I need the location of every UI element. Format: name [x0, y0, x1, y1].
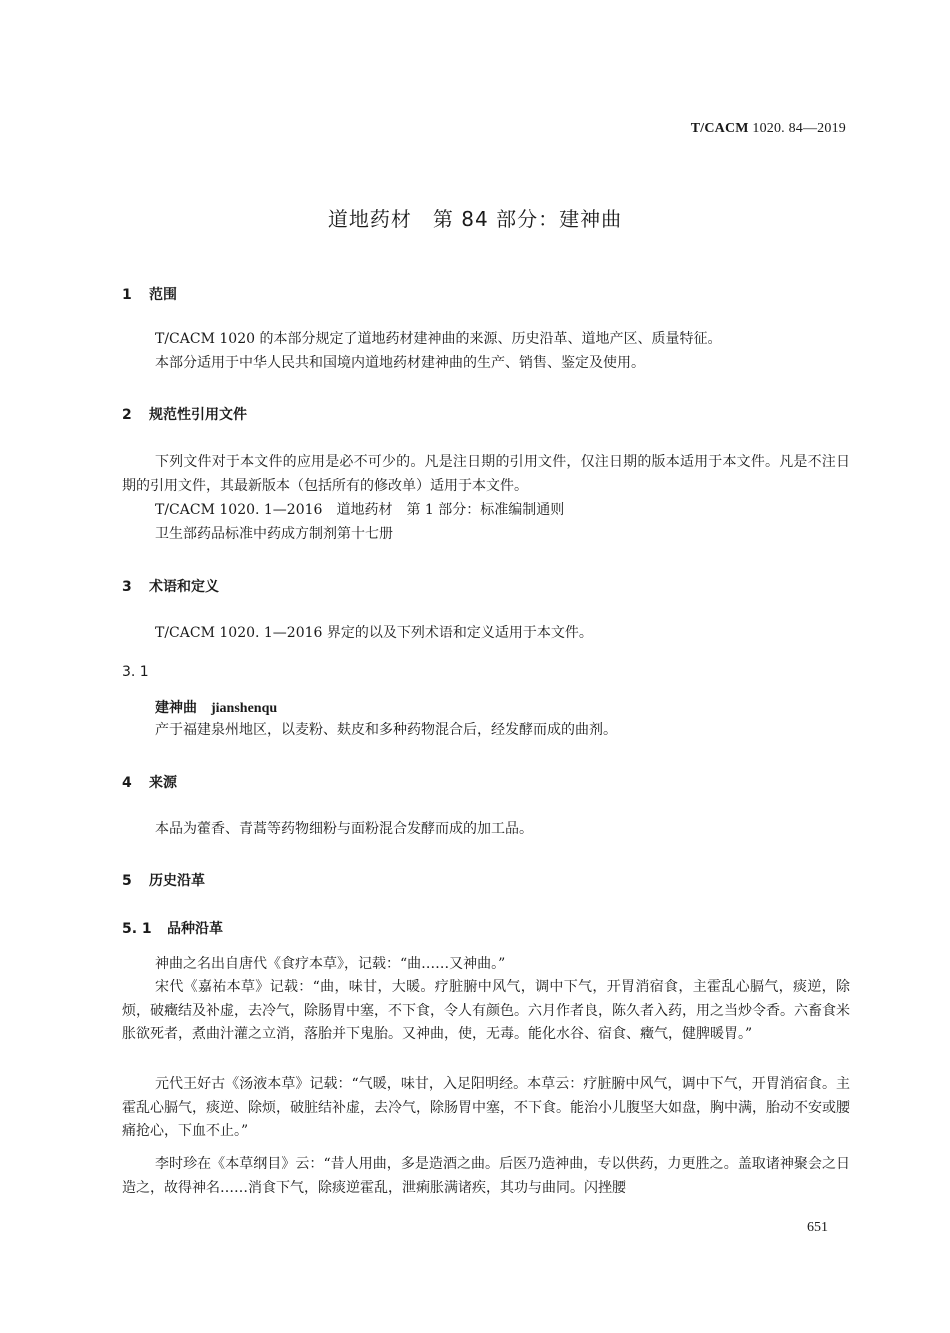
document-code: [691, 121, 846, 137]
source-paragraph: 本品为藿香、青蒿等药物细粉与面粉混合发酵而成的加工品。: [155, 821, 533, 837]
section-heading-normative-references: [122, 404, 247, 424]
references-intro-paragraph: 下列文件对于本文件的应用是必不可少的。凡是注日期的引用文件，仅注日期的版本适用于本文件。凡是不注日期的引用文件，其最新版本（包括所有的修改单）适用于本文件。: [122, 454, 850, 494]
history-paragraph-3: 元代王好古《汤液本草》记载：“气暖，味甘，入足阳明经。本草云：疗脏腑中风气，调中下气，开胃消宿食。主霍乱心膈气，痰逆、除烦，破脏结补虚，去冷气，除肠胃中塞，不下食。能治小儿腹坚大如盘，胸中满，胎动不安或腰痛抢心，下血不止。”: [122, 1076, 850, 1139]
document-code-prefix: T/CACM: [690, 121, 749, 136]
section-heading-source: [122, 772, 177, 792]
history-paragraph-2: 宋代《嘉祐本草》记载：“曲，味甘，大暖。疗脏腑中风气，调中下气，开胃消宿食，主霍乱心膈气，痰逆，除烦，破癥结及补虚，去冷气，除肠胃中塞，不下食，令人有颜色。六月作者良，陈久者入药，用之当炒令香。六畜食米胀欲死者，煮曲汁灌之立消，落胎并下鬼胎。又神曲，使，无毒。能化水谷、宿食、癥气，健脾暖胃。”: [122, 979, 850, 1042]
section-title: 来源: [149, 775, 177, 791]
section-number: 4: [122, 775, 132, 791]
subsection-number: 5. 1: [122, 921, 152, 937]
section-number: 1: [122, 287, 132, 303]
scope-paragraph-2: 本部分适用于中华人民共和国境内道地药材建神曲的生产、销售、鉴定及使用。: [155, 355, 645, 371]
section-number: 3: [122, 579, 132, 595]
section-number: 2: [122, 407, 132, 423]
term-pinyin: jianshenqu: [211, 701, 278, 716]
history-paragraph-4: 李时珍在《本草纲目》云：“昔人用曲，多是造酒之曲。后医乃造神曲，专以供药，力更胜之。盖取诸神聚会之日造之，故得神名……消食下气，除痰逆霍乱，泄痢胀满诸疾，其功与曲同。闪挫腰: [122, 1156, 850, 1196]
section-title: 历史沿革: [149, 873, 205, 889]
section-heading-scope: [122, 284, 177, 304]
scope-paragraph-1: T/CACM 1020 的本部分规定了道地药材建神曲的来源、历史沿革、道地产区、质量特征。: [155, 331, 722, 347]
document-code-number: 1020. 84—2019: [748, 121, 846, 136]
reference-item-2: 卫生部药品标准中药成方制剂第十七册: [155, 526, 393, 542]
subsection-number-3-1: 3. 1: [122, 664, 149, 680]
term-definition: 产于福建泉州地区，以麦粉、麸皮和多种药物混合后，经发酵而成的曲剂。: [155, 722, 617, 738]
subsection-heading-variety-history: [122, 918, 223, 938]
section-title: 术语和定义: [149, 579, 219, 595]
term-chinese: 建神曲: [155, 700, 197, 716]
terms-intro-paragraph: T/CACM 1020. 1—2016 界定的以及下列术语和定义适用于本文件。: [155, 625, 593, 641]
section-number: 5: [122, 873, 132, 889]
section-title: 规范性引用文件: [149, 407, 247, 423]
term-entry: [155, 697, 277, 717]
reference-item-1: T/CACM 1020. 1—2016 道地药材 第 1 部分：标准编制通则: [155, 502, 565, 518]
section-title: 范围: [149, 287, 177, 303]
section-heading-terms: [122, 576, 219, 596]
page-title: 道地药材 第 84 部分：建神曲: [327, 207, 623, 231]
section-heading-history: [122, 870, 205, 890]
history-paragraph-1: 神曲之名出自唐代《食疗本草》，记载：“曲……又神曲。”: [155, 956, 506, 972]
subsection-title: 品种沿革: [167, 921, 223, 937]
page-number: 651: [807, 1220, 828, 1235]
